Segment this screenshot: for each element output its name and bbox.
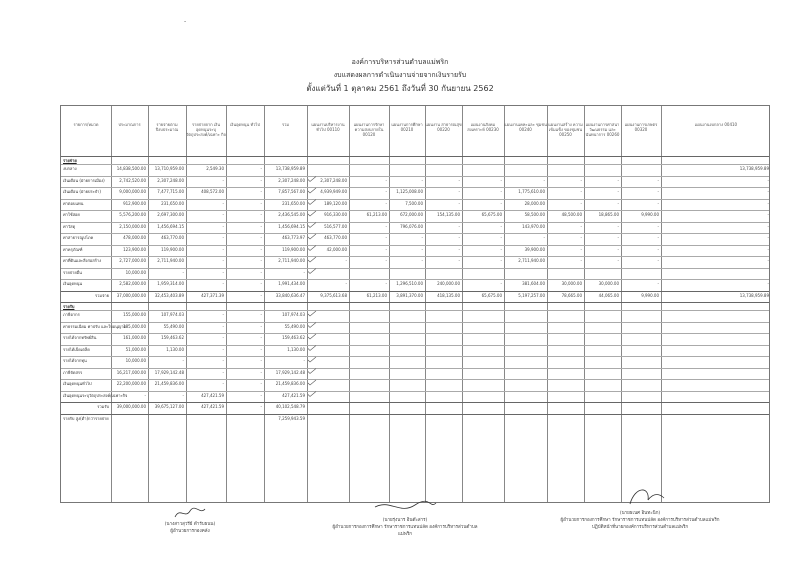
row-divider xyxy=(61,356,769,357)
column-header: แผนงานสังคม สงเคราะห์ 00230 xyxy=(467,122,499,132)
income-total-label: รวมรับ xyxy=(97,404,109,409)
estimate-cell: 9,000,000.00 xyxy=(119,189,146,194)
plan-cell: 13,738,959.89 xyxy=(739,166,769,171)
plan-cell: - xyxy=(657,177,659,183)
total-cell: 463,773.97 xyxy=(282,235,305,240)
general-subsidy-cell: - xyxy=(260,312,262,317)
org-title: องค์การบริหารส่วนตำบลแม่พริก xyxy=(351,58,449,66)
plan-cell: 189,120.00 xyxy=(324,200,347,206)
expense-total-plan: 9,375,613.68 xyxy=(320,292,347,298)
total-cell: 21,459,836.00 xyxy=(275,381,305,386)
specific-subsidy-cell: 2,549.30 xyxy=(206,166,224,171)
plan-cell: - xyxy=(767,200,769,206)
report-subtitle: งบแสดงผลการดำเนินงานจ่ายจากเงินรายรับ xyxy=(333,71,467,79)
plan-cell: 65,675.00 xyxy=(481,212,502,217)
plan-cell: - xyxy=(617,258,619,263)
plan-cell: 30,000.00 xyxy=(561,281,582,286)
row-label: รายได้เบ็ดเตล็ด xyxy=(63,346,90,352)
plan-cell: 4,939,949.00 xyxy=(320,189,347,194)
plan-cell: - xyxy=(500,177,502,183)
signer-role-1: ผู้อำนวยการกองคลัง xyxy=(170,529,210,534)
row-divider xyxy=(61,322,769,323)
general-subsidy-cell: - xyxy=(260,281,262,286)
total-cell: 17,929,142.48 xyxy=(275,369,305,375)
plan-cell: 30,000.00 xyxy=(598,281,619,286)
actual-cell: - xyxy=(182,358,184,363)
plan-cell: - xyxy=(458,246,460,252)
estimate-cell: - xyxy=(144,392,146,398)
row-divider xyxy=(61,222,769,223)
column-header: แผนงานเคหะและ ชุมชน 00240 xyxy=(504,122,547,132)
expense-total-plan: 78,665.00 xyxy=(561,292,582,298)
plan-cell: 916,330.00 xyxy=(324,212,347,217)
row-label: ค่าสาธารณูปโภค xyxy=(63,235,94,240)
income-total-general: - xyxy=(260,404,262,409)
actual-cell: 17,929,142.48 xyxy=(154,369,184,375)
actual-cell: 55,490.00 xyxy=(163,323,184,329)
general-subsidy-cell: - xyxy=(260,335,262,340)
plan-cell: 672,000.00 xyxy=(400,212,423,217)
expense-total-plan: 9,990.00 xyxy=(641,292,659,298)
plan-cell: - xyxy=(458,258,460,263)
plan-cell: 463,770.00 xyxy=(324,235,347,240)
specific-subsidy-cell: - xyxy=(222,281,224,286)
signer-role-3: ผู้อำนวยการกองการศึกษา รักษาราชการแทนปลัด องค์การบริหารส่วนตำบลแม่พริก ปฏิบัติหน้าที่นายกองค์การบริหารส่วนตำบลแม่พริก xyxy=(560,518,720,530)
expense-total-estimate: 37,000,000.00 xyxy=(116,292,146,298)
total-cell: - xyxy=(303,358,305,363)
signature-scribble-2 xyxy=(370,497,440,517)
plan-cell: 7,500.00 xyxy=(405,200,423,206)
plan-cell: - xyxy=(500,223,502,229)
plan-cell: - xyxy=(767,223,769,229)
row-label: ค่าที่ดินและสิ่งก่อสร้าง xyxy=(63,258,102,263)
actual-cell: 463,770.00 xyxy=(161,235,184,240)
actual-cell: 1,456,694.15 xyxy=(157,223,184,229)
plan-cell: - xyxy=(657,235,659,240)
estimate-cell: 51,000.00 xyxy=(125,346,146,352)
row-divider xyxy=(61,268,769,269)
row-divider xyxy=(61,333,769,334)
column-header: ประมาณการ xyxy=(118,122,141,127)
specific-subsidy-cell: - xyxy=(222,223,224,229)
column-divider xyxy=(547,106,548,502)
plan-cell: 143,970.00 xyxy=(522,223,545,229)
plan-cell: - xyxy=(458,235,460,240)
results-table xyxy=(60,105,770,503)
column-divider xyxy=(425,106,426,502)
expense-total-plan: 418,135.00 xyxy=(437,292,460,298)
row-divider xyxy=(61,245,769,246)
actual-cell: 1,959,314.00 xyxy=(157,281,184,286)
specific-subsidy-cell: - xyxy=(222,177,224,183)
signer-name-3: (นายธเนศ อินทะนิก) xyxy=(619,511,661,516)
estimate-cell: 10,000.00 xyxy=(125,269,146,275)
estimate-cell: 10,000.00 xyxy=(125,358,146,363)
total-cell: 1,991,434.00 xyxy=(278,281,305,286)
general-subsidy-cell: - xyxy=(260,212,262,217)
expense-total-actual: 32,453,403.89 xyxy=(154,292,184,298)
total-cell: 2,711,940.00 xyxy=(278,258,305,263)
expense-total-plan: 65,675.00 xyxy=(481,292,502,298)
plan-cell: - xyxy=(767,281,769,286)
plan-cell: - xyxy=(345,281,347,286)
estimate-cell: 5,576,200.00 xyxy=(119,212,146,217)
plan-cell: - xyxy=(617,246,619,252)
row-divider xyxy=(61,391,769,392)
plan-cell: 28,000.00 xyxy=(524,200,545,206)
plan-cell: - xyxy=(500,281,502,286)
row-divider xyxy=(61,302,769,303)
plan-cell: 39,900.00 xyxy=(524,246,545,252)
row-label: เงินเดือน (ฝ่ายประจำ) xyxy=(63,189,101,194)
plan-cell: - xyxy=(580,200,582,206)
plan-cell: 48,500.00 xyxy=(561,212,582,217)
estimate-cell: 185,000.00 xyxy=(123,323,146,329)
row-divider xyxy=(61,402,769,403)
report-period: ตั้งแต่วันที่ 1 ตุลาคม 2561 ถึงวันที่ 30 กันยายน 2562 xyxy=(306,84,494,93)
column-header: รายการ/หมวด xyxy=(73,122,99,127)
plan-cell: - xyxy=(767,212,769,217)
general-subsidy-cell: - xyxy=(260,369,262,375)
column-header: แผนงานการศาสนา วัฒนธรรม และนันทนาการ 00260 xyxy=(585,122,620,137)
specific-subsidy-cell: 427,421.59 xyxy=(201,392,224,398)
plan-cell: - xyxy=(767,177,769,183)
general-subsidy-cell: - xyxy=(260,235,262,240)
plan-cell: - xyxy=(500,258,502,263)
plan-cell: - xyxy=(580,246,582,252)
section-heading-expense: รายจ่าย xyxy=(63,158,77,163)
total-cell: - xyxy=(303,269,305,275)
plan-cell: - xyxy=(421,246,423,252)
row-label: รายจ่ายอื่น xyxy=(63,269,82,275)
estimate-cell: 161,000.00 xyxy=(123,335,146,340)
specific-subsidy-cell: - xyxy=(222,381,224,386)
plan-cell: - xyxy=(385,200,387,206)
row-label: ค่าธรรมเนียม ค่าปรับ และใบอนุญาต xyxy=(63,323,127,329)
plan-cell: - xyxy=(421,177,423,183)
plan-cell: - xyxy=(500,200,502,206)
general-subsidy-cell: - xyxy=(260,323,262,329)
plan-cell: - xyxy=(657,281,659,286)
row-divider xyxy=(61,199,769,200)
net-result-label: รายรับ สูง(ต่ำ)กว่ารายจ่าย xyxy=(63,415,109,421)
actual-cell: 2,307,248.00 xyxy=(157,177,184,183)
expense-total-specific: 427,371.39 xyxy=(201,292,224,298)
estimate-cell: 2,727,000.00 xyxy=(119,258,146,263)
corner-mark: - xyxy=(184,18,187,25)
expense-total-plan: 44,065.00 xyxy=(598,292,619,298)
specific-subsidy-cell: - xyxy=(222,258,224,263)
plan-cell: - xyxy=(385,189,387,194)
total-cell: 1,130.00 xyxy=(287,346,305,352)
plan-cell: - xyxy=(458,200,460,206)
plan-cell: - xyxy=(543,235,545,240)
column-header: รวม xyxy=(281,122,290,127)
plan-cell: - xyxy=(767,246,769,252)
column-divider xyxy=(504,106,505,502)
plan-cell: 2,307,248.00 xyxy=(320,177,347,183)
total-cell: 2,436,545.00 xyxy=(278,212,305,217)
plan-cell: - xyxy=(458,177,460,183)
general-subsidy-cell: - xyxy=(260,381,262,386)
specific-subsidy-cell: - xyxy=(222,246,224,252)
row-divider xyxy=(61,164,769,165)
total-cell: 13,738,959.89 xyxy=(275,166,305,171)
column-header: แผนงานสร้าง ความเข้มแข็ง ของชุมชน 00250 xyxy=(548,122,583,137)
actual-cell: - xyxy=(182,269,184,275)
row-divider xyxy=(61,176,769,177)
plan-cell: - xyxy=(458,189,460,194)
column-header: แผนงานการรักษา ความสงบภายใน 00120 xyxy=(353,122,385,137)
plan-cell: - xyxy=(580,258,582,263)
signature-block-2 xyxy=(330,497,480,538)
specific-subsidy-cell: - xyxy=(222,269,224,275)
column-divider xyxy=(584,106,585,502)
row-divider xyxy=(61,345,769,346)
actual-cell: - xyxy=(182,392,184,398)
total-cell: 55,490.00 xyxy=(284,323,305,329)
signer-role-2: ผู้อำนวยการกองการศึกษา รักษาราชการแทนปลัด องค์การบริหารส่วนตำบลแม่พริก xyxy=(332,525,478,537)
income-total-actual: 39,675,127.00 xyxy=(154,404,184,409)
header-divider xyxy=(61,156,769,157)
estimate-cell: 22,200,000.00 xyxy=(116,381,146,386)
total-cell: 2,307,248.00 xyxy=(278,177,305,183)
plan-cell: 61,213.00 xyxy=(366,212,387,217)
actual-cell: 2,711,940.00 xyxy=(157,258,184,263)
actual-cell: 13,710,959.00 xyxy=(154,166,184,171)
actual-cell: 231,650.00 xyxy=(161,200,184,206)
column-header: เงินอุดหนุน ทั่วไป xyxy=(230,122,260,127)
plan-cell: 1,296,510.00 xyxy=(396,281,423,286)
row-divider xyxy=(61,233,769,234)
actual-cell: 2,697,300.00 xyxy=(157,212,184,217)
expense-total-plan: 5,197,257.00 xyxy=(518,292,545,298)
plan-cell: - xyxy=(657,223,659,229)
signer-name-2: (นายรุ่งนาร อินต๊ะสาร) xyxy=(382,518,428,523)
row-label: เงินอุดหนุน xyxy=(63,281,83,286)
row-label: ภาษีจัดสรร xyxy=(63,369,83,375)
estimate-cell: 2,582,000.00 xyxy=(119,281,146,286)
specific-subsidy-cell: - xyxy=(222,335,224,340)
column-header: รายจ่ายจาก เงินอุดหนุนระบุ วัตถุประสงค์/เฉพาะ กิจ xyxy=(186,122,226,137)
row-divider xyxy=(61,279,769,280)
specific-subsidy-cell: - xyxy=(222,212,224,217)
signature-block-1 xyxy=(130,505,250,535)
expense-total-plan: 3,891,370.00 xyxy=(396,292,423,298)
plan-cell: - xyxy=(385,235,387,240)
plan-cell: - xyxy=(385,246,387,252)
estimate-cell: 123,900.00 xyxy=(123,246,146,252)
column-header: แผนงานบริหารงาน ทั่วไป 00110 xyxy=(311,122,345,132)
plan-cell: - xyxy=(345,258,347,263)
actual-cell: 159,463.62 xyxy=(161,335,184,340)
plan-cell: 58,500.00 xyxy=(524,212,545,217)
plan-cell: - xyxy=(767,235,769,240)
net-result-total: 7,259,943.59 xyxy=(278,415,305,421)
row-label: ภาษีอากร xyxy=(63,312,80,317)
specific-subsidy-cell: - xyxy=(222,200,224,206)
general-subsidy-cell: - xyxy=(260,392,262,398)
row-divider xyxy=(61,187,769,188)
column-header: แผนงานการศึกษา 00210 xyxy=(391,122,423,132)
specific-subsidy-cell: - xyxy=(222,312,224,317)
plan-cell: 1,775,610.00 xyxy=(518,189,545,194)
row-divider xyxy=(61,291,769,292)
row-label: ค่าตอบแทน xyxy=(63,200,84,206)
total-cell: 7,857,567.00 xyxy=(278,189,305,194)
general-subsidy-cell: - xyxy=(260,177,262,183)
plan-cell: - xyxy=(617,200,619,206)
column-header: แผนงานการเกษตร 00320 xyxy=(624,122,658,132)
column-divider xyxy=(389,106,390,502)
plan-cell: - xyxy=(385,258,387,263)
total-cell: 231,650.00 xyxy=(282,200,305,206)
plan-cell: - xyxy=(458,223,460,229)
row-label: รายได้จากทรัพย์สิน xyxy=(63,335,97,340)
plan-cell: - xyxy=(617,177,619,183)
income-total-estimate: 39,000,000.00 xyxy=(116,404,146,409)
total-cell: 159,463.62 xyxy=(282,335,305,340)
signature-scribble-3 xyxy=(610,482,670,510)
document-header xyxy=(0,56,800,95)
expense-total-sum: 33,840,636.47 xyxy=(275,292,305,298)
income-total-sum: 40,102,548.79 xyxy=(275,404,305,409)
plan-cell: - xyxy=(657,246,659,252)
general-subsidy-cell: - xyxy=(260,189,262,194)
row-divider xyxy=(61,310,769,311)
column-header: รายจ่ายตาม ปีงบประมาณ xyxy=(155,122,179,132)
estimate-cell: 14,838,500.00 xyxy=(116,166,146,171)
plan-cell: 381,604.00 xyxy=(522,281,545,286)
row-divider xyxy=(61,414,769,415)
signature-scribble-1 xyxy=(170,505,210,521)
row-divider xyxy=(61,256,769,257)
specific-subsidy-cell: - xyxy=(222,369,224,375)
plan-cell: - xyxy=(657,200,659,206)
row-divider xyxy=(61,368,769,369)
general-subsidy-cell: - xyxy=(260,269,262,275)
row-label: รายได้จากทุน xyxy=(63,358,87,363)
plan-cell: 18,865.00 xyxy=(598,212,619,217)
plan-cell: - xyxy=(617,235,619,240)
plan-cell: 42,000.00 xyxy=(326,246,347,252)
plan-cell: - xyxy=(617,189,619,194)
plan-cell: 154,135.00 xyxy=(437,212,460,217)
plan-cell: - xyxy=(657,189,659,194)
plan-cell: 240,000.00 xyxy=(437,281,460,286)
row-label: งบกลาง xyxy=(63,166,77,171)
plan-cell: - xyxy=(580,223,582,229)
plan-cell: - xyxy=(500,246,502,252)
actual-cell: 21,459,836.00 xyxy=(154,381,184,386)
expense-total-label: รวมจ่าย xyxy=(95,292,109,298)
actual-cell: 7,477,715.00 xyxy=(157,189,184,194)
row-divider xyxy=(61,379,769,380)
total-cell: 119,900.00 xyxy=(282,246,305,252)
row-label: เงินอุดหนุนทั่วไป xyxy=(63,381,92,386)
total-cell: 107,974.03 xyxy=(282,312,305,317)
actual-cell: 119,900.00 xyxy=(161,246,184,252)
signature-block-3 xyxy=(555,482,725,531)
total-cell: 1,456,694.15 xyxy=(278,223,305,229)
column-header: แผนงาน สาธารณสุข 00220 xyxy=(425,122,462,132)
estimate-cell: 155,000.00 xyxy=(123,312,146,317)
row-label: เงินเดือน (ฝ่ายการเมือง) xyxy=(63,177,105,183)
general-subsidy-cell: - xyxy=(260,200,262,206)
column-divider xyxy=(621,106,622,502)
plan-cell: - xyxy=(580,189,582,194)
general-subsidy-cell: - xyxy=(260,166,262,171)
estimate-cell: 16,217,000.00 xyxy=(116,369,146,375)
income-total-specific: 427,421.59 xyxy=(201,404,224,409)
specific-subsidy-cell: 408,572.00 xyxy=(201,189,224,194)
plan-cell: - xyxy=(543,177,545,183)
general-subsidy-cell: - xyxy=(260,246,262,252)
row-divider xyxy=(61,210,769,211)
plan-cell: 1,125,008.00 xyxy=(396,189,423,194)
plan-cell: - xyxy=(500,235,502,240)
expense-total-plan: 13,738,959.89 xyxy=(739,292,769,298)
specific-subsidy-cell: - xyxy=(222,358,224,363)
estimate-cell: 912,900.00 xyxy=(123,200,146,206)
column-divider xyxy=(349,106,350,502)
plan-cell: 2,711,940.00 xyxy=(518,258,545,263)
general-subsidy-cell: - xyxy=(260,346,262,352)
actual-cell: 1,130.00 xyxy=(166,346,184,352)
plan-cell: - xyxy=(385,177,387,183)
total-cell: 427,421.59 xyxy=(282,392,305,398)
column-divider xyxy=(307,106,308,502)
plan-cell: - xyxy=(617,223,619,229)
plan-cell: - xyxy=(421,235,423,240)
specific-subsidy-cell: - xyxy=(222,323,224,329)
plan-cell: - xyxy=(500,189,502,194)
estimate-cell: 2,150,000.00 xyxy=(119,223,146,229)
plan-cell: - xyxy=(657,258,659,263)
plan-cell: - xyxy=(421,258,423,263)
plan-cell: - xyxy=(385,281,387,286)
column-header: แผนงานงบกลาง 00410 xyxy=(694,122,738,127)
plan-cell: - xyxy=(580,235,582,240)
plan-cell: - xyxy=(767,189,769,194)
plan-cell: - xyxy=(580,177,582,183)
general-subsidy-cell: - xyxy=(260,223,262,229)
expense-total-plan: 61,213.00 xyxy=(366,292,387,298)
row-label: ค่าใช้สอย xyxy=(63,212,80,217)
row-label: ค่าวัสดุ xyxy=(63,223,76,229)
plan-cell: 9,990.00 xyxy=(641,212,659,217)
general-subsidy-cell: - xyxy=(260,258,262,263)
actual-cell: 107,974.03 xyxy=(161,312,184,317)
row-label: ค่าครุภัณฑ์ xyxy=(63,246,83,252)
plan-cell: 516,577.00 xyxy=(324,223,347,229)
general-subsidy-cell: - xyxy=(260,358,262,363)
expense-total-general: - xyxy=(260,292,262,298)
plan-cell: 796,076.00 xyxy=(400,223,423,229)
specific-subsidy-cell: - xyxy=(222,346,224,352)
section-heading-income: รายรับ xyxy=(63,304,75,309)
row-label: เงินอุดหนุนระบุวัตถุประสงค์/เฉพาะกิจ xyxy=(63,392,128,398)
plan-cell: - xyxy=(767,258,769,263)
signer-name-1: (นางสาวสุวรีย์ ตำรับธนน) xyxy=(164,522,216,527)
column-divider xyxy=(462,106,463,502)
plan-cell: - xyxy=(385,223,387,229)
estimate-cell: 2,742,520.00 xyxy=(119,177,146,183)
specific-subsidy-cell: - xyxy=(222,235,224,240)
estimate-cell: 478,000.00 xyxy=(123,235,146,240)
